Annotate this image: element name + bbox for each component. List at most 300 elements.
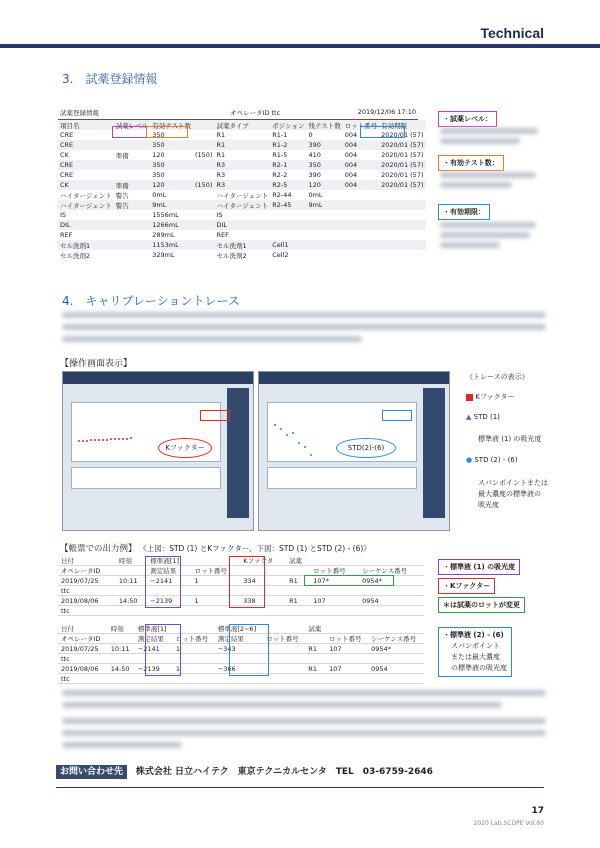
table-cell <box>326 674 368 684</box>
trace-point <box>78 440 80 442</box>
table-cell: 0954* <box>359 576 424 586</box>
table-cell <box>114 240 151 250</box>
table-cell <box>326 654 368 664</box>
table-cell: Kファクタ <box>240 556 286 566</box>
table-cell <box>379 210 425 220</box>
table-cell: ttc <box>58 674 108 684</box>
table-cell: 1 <box>173 664 215 674</box>
table-cell: セル洗剤1 <box>58 240 114 250</box>
table-cell: R1 <box>305 644 326 654</box>
table-cell: 警告 <box>115 191 129 200</box>
screen-sidebar[interactable] <box>227 388 249 518</box>
table-cell <box>114 250 151 260</box>
table-cell: R1 <box>216 131 226 139</box>
table-cell <box>379 250 425 260</box>
table-cell: 試薬 <box>305 624 326 634</box>
table-cell <box>343 240 379 250</box>
table-cell <box>368 624 424 634</box>
blurred-text <box>440 182 512 188</box>
table-cell: (150) <box>195 181 213 189</box>
table-cell: −366 <box>215 664 263 674</box>
trace-point <box>86 440 88 442</box>
table-cell <box>108 674 135 684</box>
trace-point <box>122 438 124 440</box>
table-cell: 14:50 <box>116 596 147 606</box>
table-cell: 警告 <box>114 200 151 210</box>
table-cell: オペレータID <box>58 566 116 576</box>
table-cell <box>305 674 326 684</box>
highlight-k-column <box>229 556 265 608</box>
red-square-icon <box>466 394 473 401</box>
table-cell <box>286 606 310 616</box>
table-cell <box>193 250 214 260</box>
table-row <box>58 230 426 240</box>
trace-point <box>292 432 294 434</box>
contact-text: 株式会社 日立ハイテク 東京テクニカルセンタ TEL 03-6759-2646 <box>135 767 433 777</box>
table-cell: R3 <box>216 171 226 179</box>
table-cell: シーケンス番号 <box>368 634 424 644</box>
table-cell <box>286 566 310 576</box>
trace-point <box>310 454 312 456</box>
blurred-text <box>62 718 546 724</box>
table-cell: 試薬タイプ <box>214 120 270 130</box>
table-cell: 350 <box>152 131 165 139</box>
table-cell <box>306 240 342 250</box>
table-cell <box>343 220 379 230</box>
table-cell <box>193 120 214 130</box>
table-cell: R1-5 <box>272 151 288 159</box>
table-cell: 標準液[1] <box>135 624 173 634</box>
trace-point <box>106 439 108 441</box>
legend-std26-desc3: 吸光度 <box>478 501 499 509</box>
table-cell: 試薬レベル <box>115 121 149 130</box>
table-cell: 時刻 <box>108 624 135 634</box>
table-cell: ハイタージェント <box>60 191 112 200</box>
table-cell: 390 <box>308 171 321 179</box>
note-valid-tests: ・有効テスト数： <box>438 155 504 171</box>
table-cell: 準備 <box>115 151 129 160</box>
table-cell: 2019/07/25 <box>58 576 116 586</box>
table-cell: R1 <box>286 576 310 586</box>
table-row <box>58 220 426 230</box>
highlight-std26-column <box>229 624 269 676</box>
blurred-text <box>62 312 546 318</box>
note-lot-change: ＊は試薬のロットが変更 <box>438 597 525 613</box>
trace-point <box>114 438 116 440</box>
highlight-std1-column <box>145 556 181 608</box>
table-row <box>58 200 426 210</box>
table-cell: REF <box>60 231 73 239</box>
table-cell: Cell1 <box>270 240 306 250</box>
table-cell: ハイタージェント <box>60 201 112 210</box>
table-cell: 2020/01 (57) <box>381 151 424 159</box>
table-cell: ロット番号 <box>191 566 240 576</box>
table-cell: 10:11 <box>116 576 147 586</box>
std-trace <box>274 424 334 464</box>
table-cell <box>193 190 214 200</box>
trace-point <box>110 438 112 440</box>
table-cell <box>114 220 151 230</box>
table-cell: 14:50 <box>108 664 135 674</box>
blurred-text <box>440 222 536 228</box>
table-cell <box>193 210 214 220</box>
table-row <box>58 150 426 160</box>
table-cell <box>343 250 379 260</box>
table-cell: CRE <box>58 140 114 150</box>
table-cell <box>263 644 305 654</box>
journal-name: 2020 Lab.SCOPE Vol.60 <box>473 820 544 827</box>
table-cell: 120 <box>152 151 165 159</box>
table-cell: 0954* <box>368 644 424 654</box>
legend-std26-desc2: 最大濃度の標準液の <box>478 490 541 498</box>
table-cell <box>193 140 214 150</box>
trace-point <box>280 428 282 430</box>
table-row <box>58 190 426 200</box>
table-cell: 289mL <box>152 231 175 239</box>
trace-table <box>71 467 221 489</box>
highlight-reagent-level <box>112 126 147 138</box>
table-cell <box>306 210 342 220</box>
page-number: 17 <box>531 806 544 816</box>
screen-display-label: 【操作画面表示】 <box>60 359 133 369</box>
table-cell: 項目名 <box>58 120 114 130</box>
table-cell: 標準液[1] <box>147 556 191 566</box>
table-cell <box>114 230 151 240</box>
table-cell: −2141 <box>135 644 173 654</box>
table-cell: DIL <box>58 220 114 230</box>
table-cell: CRE <box>60 171 74 179</box>
table-cell: REF <box>216 231 229 239</box>
table-cell: 0mL <box>308 191 323 199</box>
table-cell: DIL <box>214 220 270 230</box>
table-cell: 1556mL <box>152 211 179 219</box>
trace-point <box>304 446 306 448</box>
highlight-std-button <box>382 410 412 421</box>
table-cell <box>193 230 214 240</box>
legend-std1-desc: 標準液 (1) の吸光度 <box>478 435 542 443</box>
table-cell <box>108 634 135 644</box>
trace-point <box>298 442 300 444</box>
table-cell: 120 <box>150 180 193 190</box>
table-cell: (150) <box>195 151 213 159</box>
table-cell: 004 <box>343 160 379 170</box>
trace-point <box>274 424 276 426</box>
table-cell: R2-5 <box>270 180 306 190</box>
table-cell <box>379 220 425 230</box>
table-cell: −343 <box>215 644 263 654</box>
trace-point <box>126 438 128 440</box>
trace-table <box>267 467 417 489</box>
table-cell: R2-2 <box>272 171 288 179</box>
table-cell: セル洗剤1 <box>214 240 270 250</box>
table-cell: 2019/08/06 <box>58 664 108 674</box>
table-cell <box>263 664 305 674</box>
table-cell: 2020/01 (57) <box>381 181 424 189</box>
blurred-text <box>440 138 520 144</box>
table-cell <box>359 586 424 596</box>
table-cell <box>286 586 310 596</box>
table-cell <box>310 586 359 596</box>
table-cell <box>116 586 147 596</box>
table-cell: R2-44 <box>272 191 292 199</box>
blurred-text <box>440 232 530 238</box>
table-cell <box>114 160 151 170</box>
table-cell <box>379 240 425 250</box>
table-cell <box>305 634 326 644</box>
screen-titlebar <box>259 372 449 384</box>
table-cell: 0954 <box>368 664 424 674</box>
table-cell: 1266mL <box>150 220 193 230</box>
table-cell: 0954 <box>359 596 424 606</box>
table-cell <box>343 210 379 220</box>
table-cell <box>193 200 214 210</box>
table-cell: ロット番号 <box>344 121 378 130</box>
table-cell <box>263 624 305 634</box>
table-cell: 350 <box>150 140 193 150</box>
table-cell <box>379 200 425 210</box>
table-cell: セル洗剤2 <box>60 251 91 260</box>
table-cell: オペレータID <box>58 634 108 644</box>
table-cell: ハイタージェント <box>216 201 269 210</box>
table-cell: 329mL <box>152 251 175 259</box>
table-cell: 測定結果 <box>215 634 263 644</box>
table-cell <box>359 556 424 566</box>
table-cell: ロット番号 <box>326 634 368 644</box>
table-cell: R1-2 <box>270 140 306 150</box>
table-cell: 測定結果 <box>135 634 173 644</box>
table-cell: R3 <box>214 180 270 190</box>
table-cell: 測定結果 <box>147 566 191 576</box>
table-cell: 2019/07/25 <box>58 644 108 654</box>
table-cell <box>270 210 306 220</box>
legend-std26: ● STD (2) - (6) <box>466 456 518 464</box>
table-cell: 350 <box>152 171 165 179</box>
table-cell: 試薬 <box>286 556 310 566</box>
table-cell: CRE <box>60 131 74 139</box>
table-cell: IS <box>216 211 223 219</box>
table-cell: 9mL <box>150 200 193 210</box>
table-cell <box>193 170 214 180</box>
table-cell: CRE <box>58 160 114 170</box>
blurred-text <box>440 172 536 178</box>
screen-titlebar <box>63 372 253 384</box>
legend-std1: ▲ STD (1) <box>466 413 500 421</box>
footer-rule <box>56 787 544 788</box>
highlight-k-button <box>200 410 230 421</box>
table-cell <box>114 210 151 220</box>
table-cell: 107 <box>326 644 368 654</box>
table-row <box>58 210 426 220</box>
blurred-text <box>62 690 546 696</box>
table-cell: 0 <box>308 131 313 139</box>
table-cell: 338 <box>240 596 286 606</box>
table-cell <box>343 190 379 200</box>
table-cell: 残テスト数 <box>308 121 341 130</box>
table-cell: CK <box>60 151 69 159</box>
blurred-text <box>62 324 546 330</box>
table-cell <box>116 566 147 576</box>
table-cell: R1 <box>286 596 310 606</box>
trace-point <box>82 440 84 442</box>
table-cell: シーケンス番号 <box>359 566 424 576</box>
table-cell <box>305 654 326 664</box>
table-cell: セル洗剤2 <box>216 251 247 260</box>
table-cell <box>114 140 151 150</box>
table-cell <box>343 200 379 210</box>
table-row <box>58 250 426 260</box>
table-cell: R1 <box>216 151 226 159</box>
trace-point <box>130 437 132 439</box>
table-cell: 004 <box>344 131 358 139</box>
table-cell: 107 <box>310 596 359 606</box>
table-cell: 004 <box>343 180 379 190</box>
table-cell <box>379 190 425 200</box>
table-cell <box>368 674 424 684</box>
table-cell <box>326 624 368 634</box>
table-cell: ロット番号 <box>310 566 359 576</box>
circle-icon: ● <box>466 456 473 464</box>
note-expiry: ・有効期限： <box>438 204 490 220</box>
legend-title: 《トレースの表示》 <box>466 373 529 381</box>
table-cell: R1-1 <box>272 131 288 139</box>
reg-table-body <box>58 120 426 260</box>
table-cell: 1 <box>191 576 240 586</box>
contact-footer <box>56 764 433 777</box>
blurred-text <box>440 242 500 248</box>
table-cell: Cell2 <box>272 251 289 259</box>
table-cell <box>116 606 147 616</box>
output-title: 【帳票での出力例】 《上図：STD (1) とKファクター、下図：STD (1) とSTD (2) - (6)》 <box>60 544 371 554</box>
table-cell <box>306 220 342 230</box>
note-std26: ・標準液 (2) - (6) スパンポイント または最大濃度 の標準液の吸光度 <box>438 627 512 677</box>
table-cell <box>193 240 214 250</box>
note-std1: ・標準液 (1) の吸光度 <box>438 559 520 575</box>
table-cell: 004 <box>344 151 358 159</box>
table-cell <box>306 250 342 260</box>
blurred-text <box>62 336 362 342</box>
table-cell <box>193 220 214 230</box>
highlight-expiry <box>360 126 405 138</box>
note-reagent-level: ・試薬レベル： <box>438 111 497 127</box>
trace-point <box>90 439 92 441</box>
table-cell: 標準液[2~6] <box>215 624 263 634</box>
table-cell: 350 <box>150 160 193 170</box>
table-cell: ハイタージェント <box>216 191 269 200</box>
table-row <box>58 160 426 170</box>
table-cell: 107* <box>310 576 359 586</box>
table-cell: IS <box>60 211 67 219</box>
table-cell: ポジション <box>272 121 305 130</box>
table-cell: 1 <box>173 644 215 654</box>
blurred-text <box>62 742 182 748</box>
table-cell <box>193 130 214 140</box>
note-k-factor: ・Kファクター <box>438 578 495 594</box>
callout-std: STD(2)-(6) <box>336 438 396 458</box>
table-cell: 0mL <box>152 191 167 199</box>
table-cell: 350 <box>306 160 342 170</box>
table-cell <box>359 606 424 616</box>
table-cell: 日付 <box>58 556 116 566</box>
table-cell: 2020/01 (57) <box>381 141 424 149</box>
trace-point <box>98 439 100 441</box>
table-cell <box>263 654 305 664</box>
table-cell: −2139 <box>147 596 191 606</box>
table-cell <box>368 654 424 664</box>
table-cell: 410 <box>308 151 321 159</box>
table-cell: R2-45 <box>270 200 306 210</box>
table-cell: −2139 <box>135 664 173 674</box>
table-cell <box>114 170 151 180</box>
table-cell <box>343 230 379 240</box>
table-cell: 107 <box>326 664 368 674</box>
legend-std26-desc1: スパンポイントまたは <box>478 479 548 487</box>
table-cell <box>193 160 214 170</box>
section4-title: 4. キャリブレーショントレース <box>62 294 240 308</box>
table-row <box>58 140 426 150</box>
table-cell: CK <box>58 180 114 190</box>
table-cell: R1 <box>305 664 326 674</box>
table-cell: 334 <box>240 576 286 586</box>
table-cell: 1153mL <box>150 240 193 250</box>
table-row <box>58 170 426 180</box>
table-cell <box>306 230 342 240</box>
table-cell: 390 <box>306 140 342 150</box>
trace-point <box>118 438 120 440</box>
screen-sidebar[interactable] <box>423 388 445 518</box>
blurred-text <box>62 730 546 736</box>
table-cell: ttc <box>58 606 116 616</box>
highlight-valid-tests <box>146 126 188 138</box>
table-cell: 10:11 <box>108 644 135 654</box>
callout-k-factor: Kファクター <box>158 438 212 458</box>
table-cell <box>108 654 135 664</box>
table-cell: R1 <box>214 140 270 150</box>
table-cell: ロット番号 <box>173 634 215 644</box>
header-rule <box>0 44 600 48</box>
table-cell: 9mL <box>306 200 342 210</box>
contact-tag: お問い合わせ先 <box>56 765 127 779</box>
table-cell <box>270 230 306 240</box>
triangle-icon: ▲ <box>466 413 472 421</box>
table-cell: 2019/08/06 <box>58 596 116 606</box>
table-cell <box>379 230 425 240</box>
table-cell: 準備 <box>114 180 151 190</box>
trace-point <box>286 434 288 436</box>
section3-title: 3. 試薬登録情報 <box>62 72 158 86</box>
table-cell: 有効テスト数 <box>152 121 191 130</box>
table-cell: ロット番号 <box>263 634 305 644</box>
table-cell <box>270 220 306 230</box>
table-cell: −2141 <box>147 576 191 586</box>
table-cell: 時刻 <box>116 556 147 566</box>
highlight-std1-column <box>145 624 181 676</box>
table-cell: 日付 <box>58 624 108 634</box>
table-cell: 004 <box>344 171 358 179</box>
table-cell: 2020/01 (57) <box>381 171 424 179</box>
header-title: Technical <box>480 25 544 41</box>
table-row <box>58 180 426 190</box>
trace-point <box>102 439 104 441</box>
trace-point <box>94 439 96 441</box>
operator-id: オペレータID ttc <box>230 109 281 117</box>
table-cell: ttc <box>58 654 108 664</box>
table-caption: 試薬登録情報 <box>60 109 99 117</box>
table-cell <box>263 674 305 684</box>
table-cell: ttc <box>58 586 116 596</box>
blurred-text <box>440 128 538 134</box>
table-cell: 2020/01 (57) <box>381 161 424 169</box>
table-cell: 120 <box>306 180 342 190</box>
